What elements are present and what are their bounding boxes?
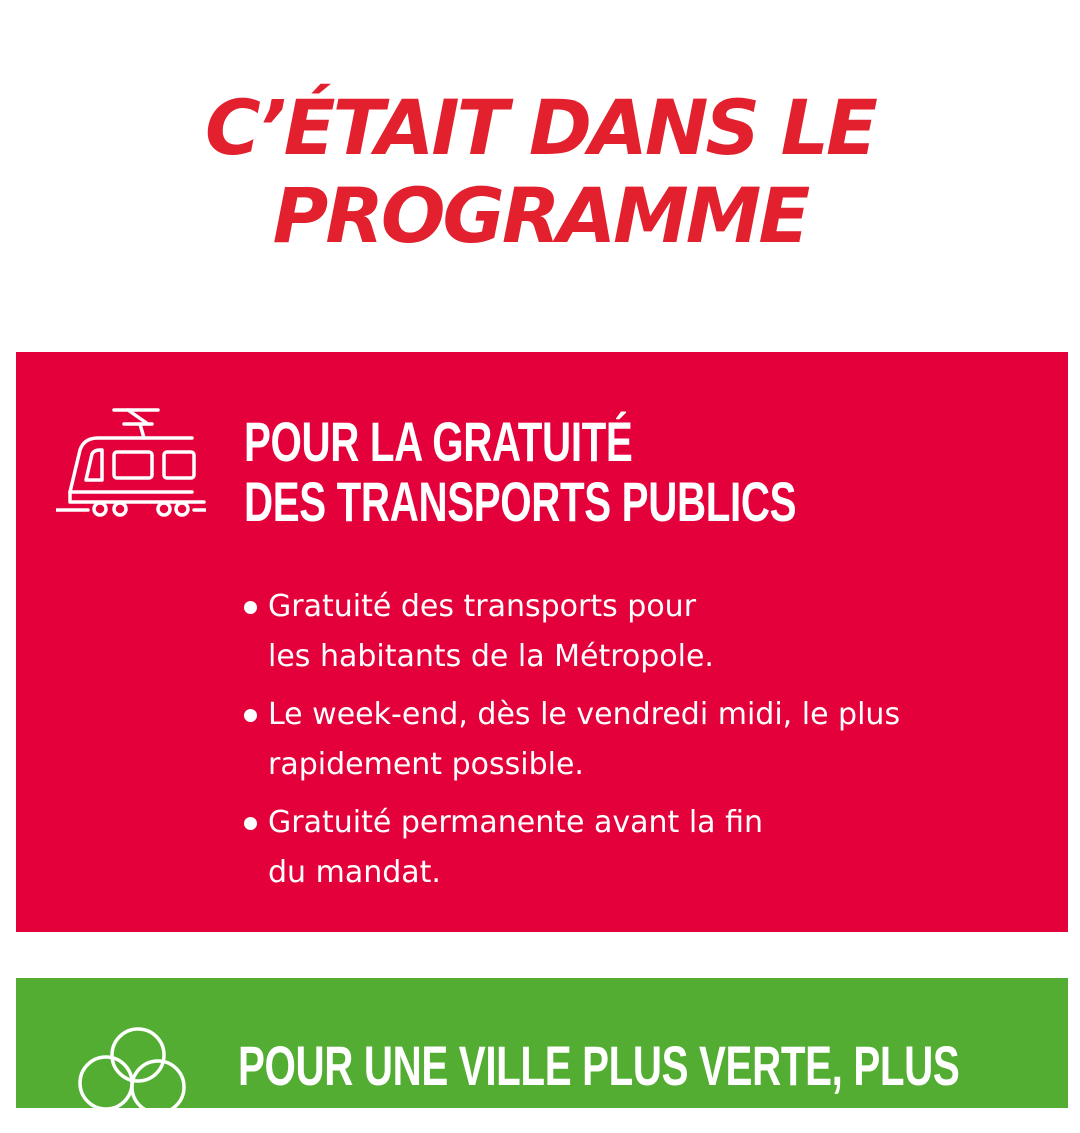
bullet-line: rapidement possible.	[268, 747, 584, 782]
bullet-item	[242, 798, 900, 898]
green-city-icon	[76, 1023, 186, 1133]
transport-bullet-list	[242, 582, 900, 906]
bullet-line: les habitants de la Métropole.	[268, 639, 714, 674]
green-city-card-title	[238, 1036, 959, 1096]
bullet-line: Gratuité permanente avant la fin	[268, 805, 763, 840]
page-title	[0, 84, 1080, 260]
green-city-card-title-line-1: POUR UNE VILLE PLUS VERTE, PLUS	[238, 1034, 960, 1097]
bullet-item	[242, 582, 900, 682]
bullet-line: Gratuité des transports pour	[268, 589, 697, 624]
bullet-item	[242, 690, 900, 790]
bullet-line: du mandat.	[268, 855, 441, 890]
green-city-card	[16, 978, 1068, 1108]
bullet-line: Le week-end, dès le vendredi midi, le plus	[268, 697, 901, 732]
tram-icon	[56, 408, 206, 523]
transport-card	[16, 352, 1068, 932]
transport-card-title-line-1: POUR LA GRATUITÉ	[244, 410, 633, 473]
page-title-line-2: PROGRAMME	[272, 171, 808, 260]
page-title-line-1: C’ÉTAIT DANS LE	[205, 83, 875, 172]
transport-card-title-line-2: DES TRANSPORTS PUBLICS	[244, 470, 797, 533]
transport-card-title	[244, 412, 796, 532]
